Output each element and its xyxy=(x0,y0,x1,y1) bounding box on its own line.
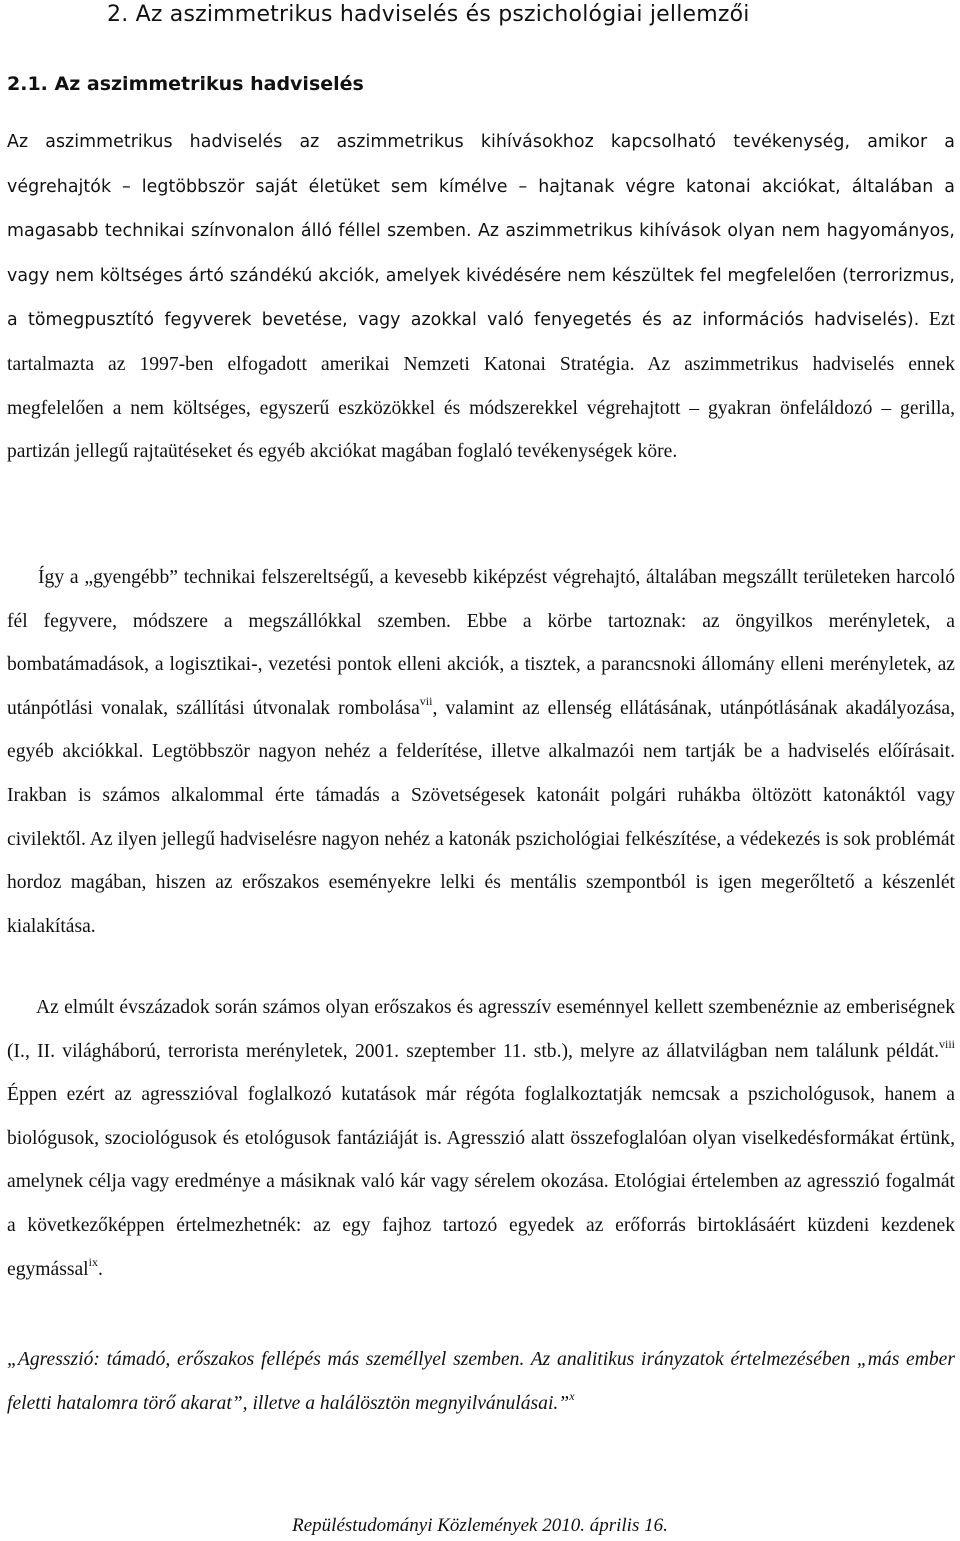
paragraph-text: Éppen ezért az agresszióval foglalkozó kutatások már régóta foglalkoztatják nemcsak a pszichológusok, hanem a biológusok, szociológusok és etológusok fantáziáját is. Agresszió alatt összefoglalóan olyan viselkedésformákat értünk, amelynek célja vagy eredménye a másiknak való kár vagy sérelem okozása. Etológiai értelemben az agresszió fogalmát a következőképpen értelmezhetnék: az egy fajhoz tartozó egyedek az erőforrás birtoklásáért küzdeni kezdenek egymással xyxy=(7,1084,955,1280)
section-heading: 2.1. Az aszimmetrikus hadviselés xyxy=(7,73,364,95)
paragraph-aggression xyxy=(7,986,955,1291)
paragraph-asymmetric-warfare xyxy=(7,120,955,474)
chapter-heading: 2. Az aszimmetrikus hadviselés és pszichológiai jellemzői xyxy=(107,2,750,27)
paragraph-text: , valamint az ellenség ellátásának, utánpótlásának akadályozása, egyéb akciókkal. Legtöbbször nagyon nehéz a felderítése, illetve alkalmazói nem tartják be a hadviselés előírásait. Irakban is számos alkalommal érte támadás a Szövetségesek katonáit polgári ruhákba öltözött katonáktól vagy civilektől. Az ilyen jellegű hadviselésre nagyon nehéz a katonák pszichológiai felkészítése, a védekezés is sok problémát hordoz magában, hiszen az erőszakos eseményekre lelki és mentális szempontból is igen megerőltető a készenlét kialakítása. xyxy=(7,697,955,937)
paragraph-weaker-side xyxy=(7,556,955,948)
aggression-definition-quote xyxy=(7,1338,955,1425)
footnote-marker: viii xyxy=(938,1036,955,1051)
footnote-marker: x xyxy=(569,1388,575,1403)
page-footer: Repüléstudományi Közlemények 2010. április 16. xyxy=(292,1515,668,1536)
paragraph-intro-text: Az aszimmetrikus hadviselés az aszimmetrikus kihívásokhoz kapcsolható tevékenység, amikor a végrehajtók – legtöbbször saját életüket sem kímélve – hajtanak végre katonai akciókat, általában a magasabb technikai színvonalon álló féllel szemben. Az aszimmetrikus kihívások olyan nem hagyományos, vagy nem költséges ártó szándékú akciók, amelyek kivédésére nem készültek fel megfelelően (terrorizmus, a tömegpusztító fegyverek bevetése, vagy azokkal való fenyegetés és az információs hadviselés). xyxy=(7,132,955,331)
paragraph-text: Az elmúlt évszázadok során számos olyan erőszakos és agresszív eseménnyel kellett szembenéznie az emberiségnek (I., II. világháború, terrorista merényletek, 2001. szeptember 11. stb.), melyre az állatvilágban nem találunk példát. xyxy=(7,997,955,1062)
paragraph-text: . xyxy=(97,1258,103,1280)
quote-text: „Agresszió: támadó, erőszakos fellépés más személlyel szemben. Az analitikus irányzatok értelmezésében „más ember feletti hatalomra törő akarat”, illetve a halálösztön megnyilvánulásai.” xyxy=(7,1349,955,1414)
footnote-marker: vii xyxy=(419,693,433,708)
paragraph-continuation-text: Ezt tartalmazta az 1997-ben elfogadott amerikai Nemzeti Katonai Stratégia. Az aszimmetrikus hadviselés ennek megfelelően a nem költséges, egyszerű eszközökkel és módszerekkel végrehajtott – gyakran önfeláldozó – gerilla, partizán jellegű rajtaütéseket és egyéb akciókat magában foglaló tevékenységek köre. xyxy=(7,309,955,463)
footnote-marker: ix xyxy=(88,1254,98,1269)
paragraph-text: Így a „gyengébb” technikai felszereltségű, a kevesebb kiképzést végrehajtó, általában megszállt területeken harcoló fél fegyvere, módszere a megszállókkal szemben. Ebbe a körbe tartoznak: az öngyilkos merényletek, a bombatámadások, a logisztikai-, vezetési pontok elleni akciók, a tisztek, a parancsnoki állomány elleni merényletek, az utánpótlási vonalak, szállítási útvonalak rombolása xyxy=(7,567,955,719)
